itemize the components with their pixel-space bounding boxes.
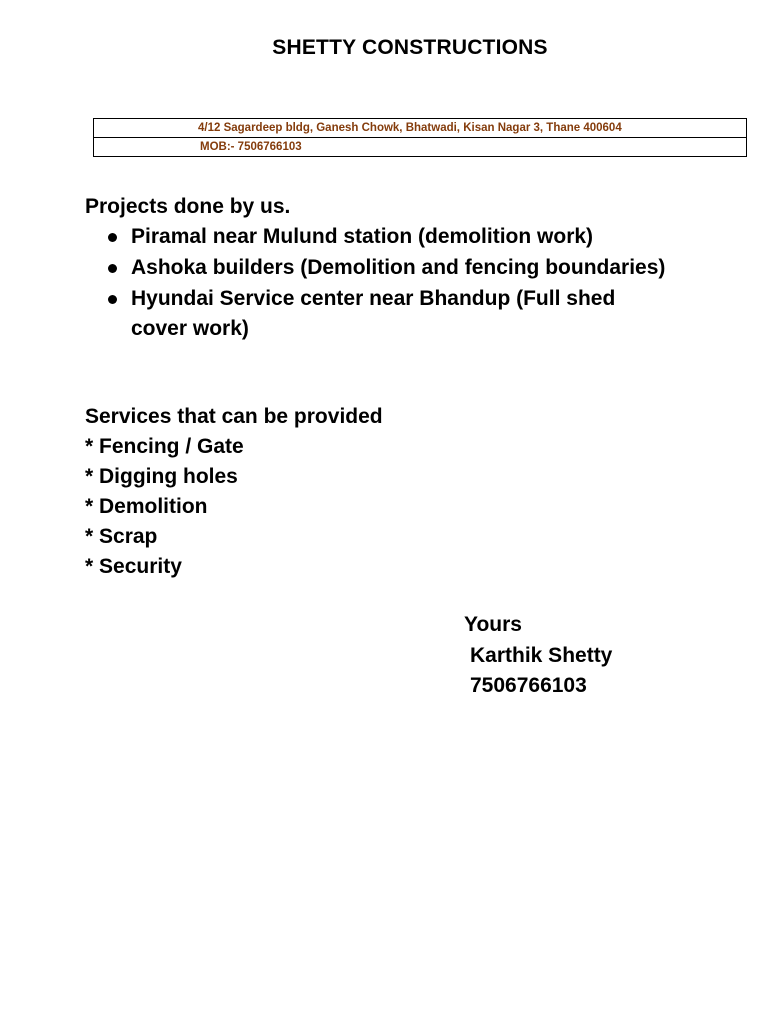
company-title: SHETTY CONSTRUCTIONS — [272, 36, 548, 59]
project-item — [85, 253, 675, 283]
address-text: 4/12 Sagardeep bldg, Ganesh Chowk, Bhatwadi, Kisan Nagar 3, Thane 400604 — [198, 122, 622, 134]
mobile-text: MOB:- 7506766103 — [200, 141, 302, 153]
signature-block — [464, 610, 612, 702]
service-item: * Digging holes — [85, 465, 238, 488]
contact-table — [93, 118, 747, 157]
mobile-row — [94, 138, 747, 157]
bullet-icon — [108, 233, 117, 242]
address-cell — [94, 119, 747, 138]
project-item — [85, 222, 675, 252]
projects-heading: Projects done by us. — [85, 195, 291, 218]
service-item: * Demolition — [85, 495, 208, 518]
signature-closing: Yours — [464, 613, 522, 636]
project-item-text: Ashoka builders (Demolition and fencing boundaries) — [131, 256, 666, 279]
signature-phone: 7506766103 — [470, 674, 587, 697]
signature-name: Karthik Shetty — [470, 643, 613, 667]
service-item: * Security — [85, 555, 182, 578]
address-row — [94, 119, 747, 138]
service-item: * Fencing / Gate — [85, 435, 244, 458]
service-item: * Scrap — [85, 525, 158, 548]
projects-list — [85, 222, 675, 345]
bullet-icon — [108, 295, 117, 304]
services-heading: Services that can be provided — [85, 405, 383, 428]
project-item-text: Piramal near Mulund station (demolition work) — [131, 225, 594, 248]
project-item-text: Hyundai Service center near Bhandup (Full shed cover work) — [131, 287, 616, 340]
services-section — [85, 402, 383, 582]
mobile-cell — [94, 138, 747, 157]
project-item — [85, 284, 675, 344]
bullet-icon — [108, 264, 117, 273]
